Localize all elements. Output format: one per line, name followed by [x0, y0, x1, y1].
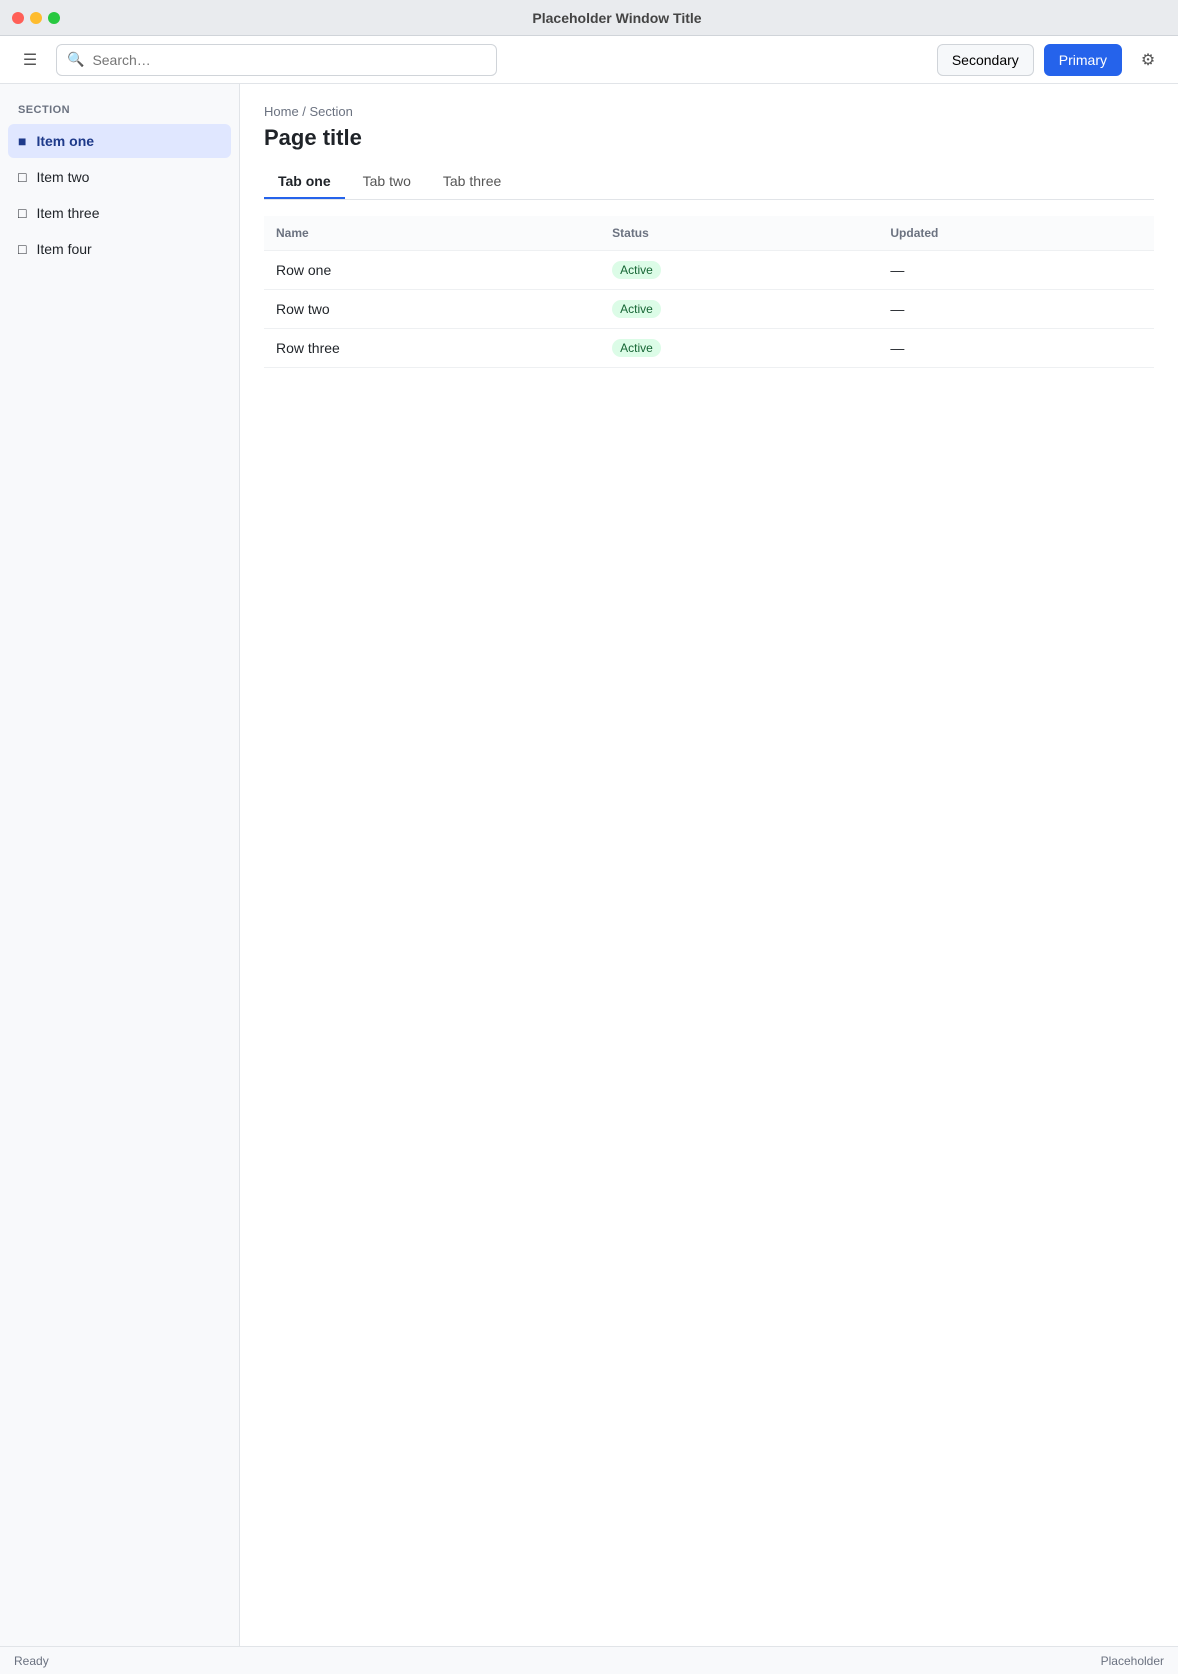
- maximize-window-button[interactable]: [48, 12, 60, 24]
- sidebar-item-4[interactable]: [8, 232, 231, 266]
- window-title: Placeholder Window Title: [532, 9, 702, 26]
- status-badge: Active: [612, 261, 661, 279]
- search-box[interactable]: [56, 44, 497, 76]
- primary-button[interactable]: Primary: [1044, 44, 1122, 76]
- table-row[interactable]: [264, 251, 1154, 290]
- table-row[interactable]: [264, 329, 1154, 368]
- sidebar-item-2[interactable]: [8, 160, 231, 194]
- data-table: [264, 216, 1154, 368]
- sidebar-heading: SECTION: [18, 104, 70, 116]
- table-cell: —: [878, 329, 1154, 368]
- sidebar-item-label: Item four: [36, 241, 92, 257]
- table-cell: [600, 251, 878, 290]
- main-area: [0, 84, 1178, 1646]
- search-icon: 🔍: [67, 51, 85, 67]
- menu-icon[interactable]: ☰: [22, 51, 38, 69]
- folder-icon: □: [18, 169, 27, 185]
- table-row[interactable]: [264, 290, 1154, 329]
- content-panel: [240, 84, 1178, 1646]
- folder-icon: ■: [18, 133, 27, 149]
- column-header[interactable]: Updated: [878, 216, 1154, 251]
- tab-bar: [264, 165, 1154, 200]
- folder-icon: □: [18, 205, 27, 221]
- table-cell: [600, 329, 878, 368]
- toolbar: [0, 36, 1178, 84]
- page-title: Page title: [264, 125, 362, 150]
- tab-3[interactable]: Tab three: [442, 173, 502, 189]
- sidebar-item-1[interactable]: [8, 124, 231, 158]
- status-bar: [0, 1646, 1178, 1674]
- table-cell: —: [878, 290, 1154, 329]
- column-header[interactable]: Status: [600, 216, 878, 251]
- status-detail: Placeholder: [1100, 1653, 1164, 1668]
- sidebar-item-3[interactable]: [8, 196, 231, 230]
- sidebar: [0, 84, 240, 1646]
- sidebar-item-label: Item two: [36, 169, 90, 185]
- tab-1[interactable]: Tab one: [264, 165, 345, 199]
- table-cell: [600, 290, 878, 329]
- close-window-button[interactable]: [12, 12, 24, 24]
- table-cell: Row three: [264, 329, 600, 368]
- status-badge: Active: [612, 300, 661, 318]
- status-text: Ready: [14, 1653, 49, 1668]
- table-cell: Row two: [264, 290, 600, 329]
- title-bar: [0, 0, 1178, 36]
- breadcrumb[interactable]: Home / Section: [264, 104, 353, 119]
- folder-icon: □: [18, 241, 27, 257]
- secondary-button[interactable]: Secondary: [937, 44, 1034, 76]
- column-header[interactable]: Name: [264, 216, 600, 251]
- tab-2[interactable]: Tab two: [362, 173, 411, 189]
- status-badge: Active: [612, 339, 661, 357]
- sidebar-item-label: Item three: [36, 205, 100, 221]
- table-cell: —: [878, 251, 1154, 290]
- gear-icon[interactable]: ⚙: [1140, 51, 1156, 69]
- window-controls: [12, 12, 60, 24]
- table-cell: Row one: [264, 251, 600, 290]
- table-header-row: [264, 216, 1154, 251]
- search-input[interactable]: [92, 52, 486, 68]
- sidebar-item-label: Item one: [36, 133, 95, 149]
- minimize-window-button[interactable]: [30, 12, 42, 24]
